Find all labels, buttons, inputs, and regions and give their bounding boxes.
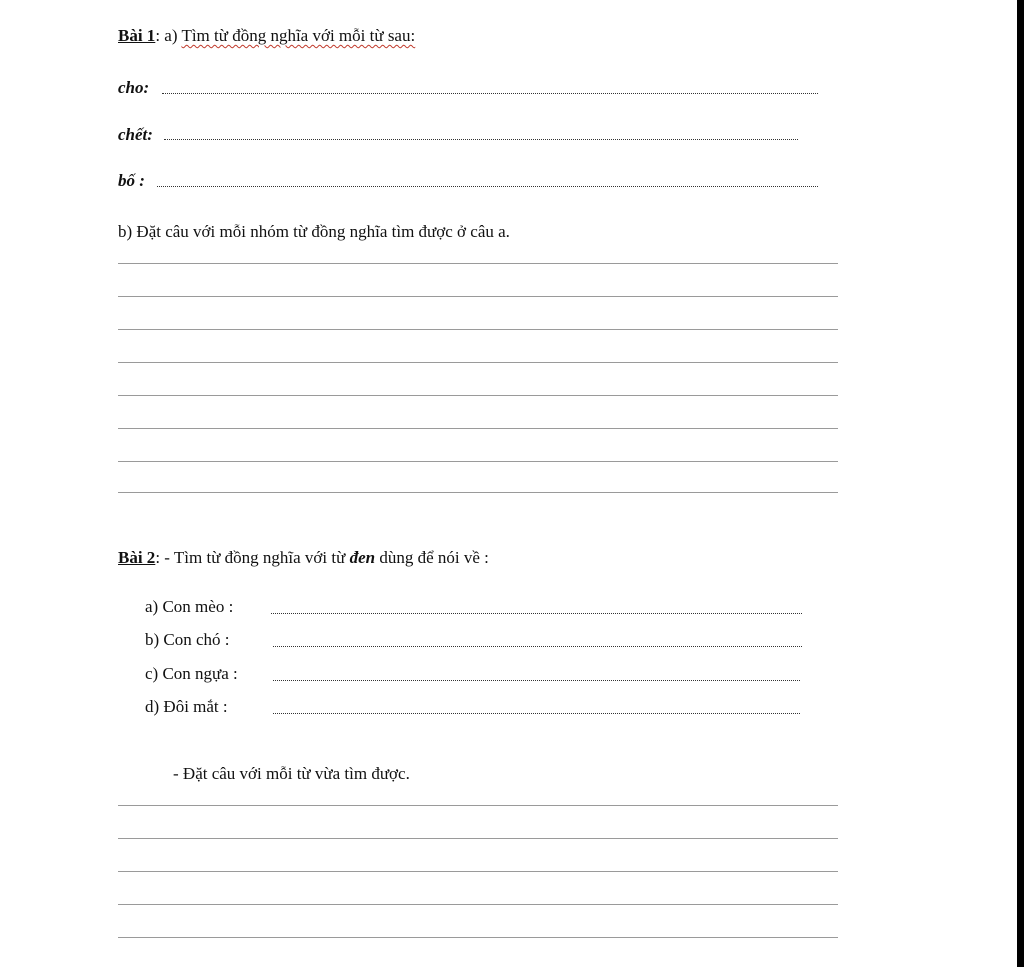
- bai2-item-c: c) Con ngựa :: [145, 664, 238, 683]
- bai2-suffix: dùng để nói về :: [375, 548, 489, 567]
- bai1-sep: : a): [155, 26, 182, 45]
- bai2-heading: [118, 548, 489, 568]
- writing-line[interactable]: [118, 937, 838, 938]
- word-cho: cho: [118, 78, 144, 97]
- bai2-keyword: đen: [349, 548, 376, 567]
- writing-line[interactable]: [118, 296, 838, 297]
- word-bo: bố: [118, 171, 135, 190]
- word-chet-sep: :: [147, 125, 153, 144]
- word-row-chet: [118, 125, 153, 145]
- answer-blank-chet[interactable]: [164, 139, 798, 140]
- writing-line[interactable]: [118, 263, 838, 264]
- bai1-instruction: Tìm từ đồng nghĩa với mỗi từ sau:: [181, 26, 416, 45]
- bai2-prefix: : - Tìm từ đồng nghĩa với từ: [155, 548, 350, 567]
- writing-line[interactable]: [118, 329, 838, 330]
- writing-line[interactable]: [118, 492, 838, 493]
- answer-blank-b[interactable]: [273, 646, 802, 647]
- bai2-label: Bài 2: [118, 548, 156, 567]
- bai2-item-b: b) Con chó :: [145, 630, 230, 649]
- answer-blank-a[interactable]: [271, 613, 802, 614]
- answer-blank-cho[interactable]: [162, 93, 818, 94]
- word-row-bo: [118, 171, 145, 191]
- word-bo-sep: :: [135, 171, 145, 190]
- writing-line[interactable]: [118, 461, 838, 462]
- word-row-cho: [118, 78, 149, 98]
- answer-blank-bo[interactable]: [157, 186, 818, 187]
- word-chet: chết: [118, 125, 148, 144]
- bai1-part-b: b) Đặt câu với mỗi nhóm từ đồng nghĩa tìm được ở câu a.: [118, 222, 510, 241]
- writing-line[interactable]: [118, 871, 838, 872]
- bai2-item-d: d) Đôi mắt :: [145, 697, 228, 716]
- bai1-label: Bài 1: [118, 26, 156, 45]
- answer-blank-d[interactable]: [273, 713, 800, 714]
- writing-line[interactable]: [118, 428, 838, 429]
- bai1-heading: [118, 26, 415, 46]
- bai2-sentence-task: - Đặt câu với mỗi từ vừa tìm được.: [173, 764, 410, 783]
- word-cho-sep: :: [143, 78, 150, 97]
- answer-blank-c[interactable]: [273, 680, 800, 681]
- writing-line[interactable]: [118, 395, 838, 396]
- writing-line[interactable]: [118, 362, 838, 363]
- bai2-item-a: a) Con mèo :: [145, 597, 234, 616]
- writing-line[interactable]: [118, 838, 838, 839]
- writing-line[interactable]: [118, 805, 838, 806]
- writing-line[interactable]: [118, 904, 838, 905]
